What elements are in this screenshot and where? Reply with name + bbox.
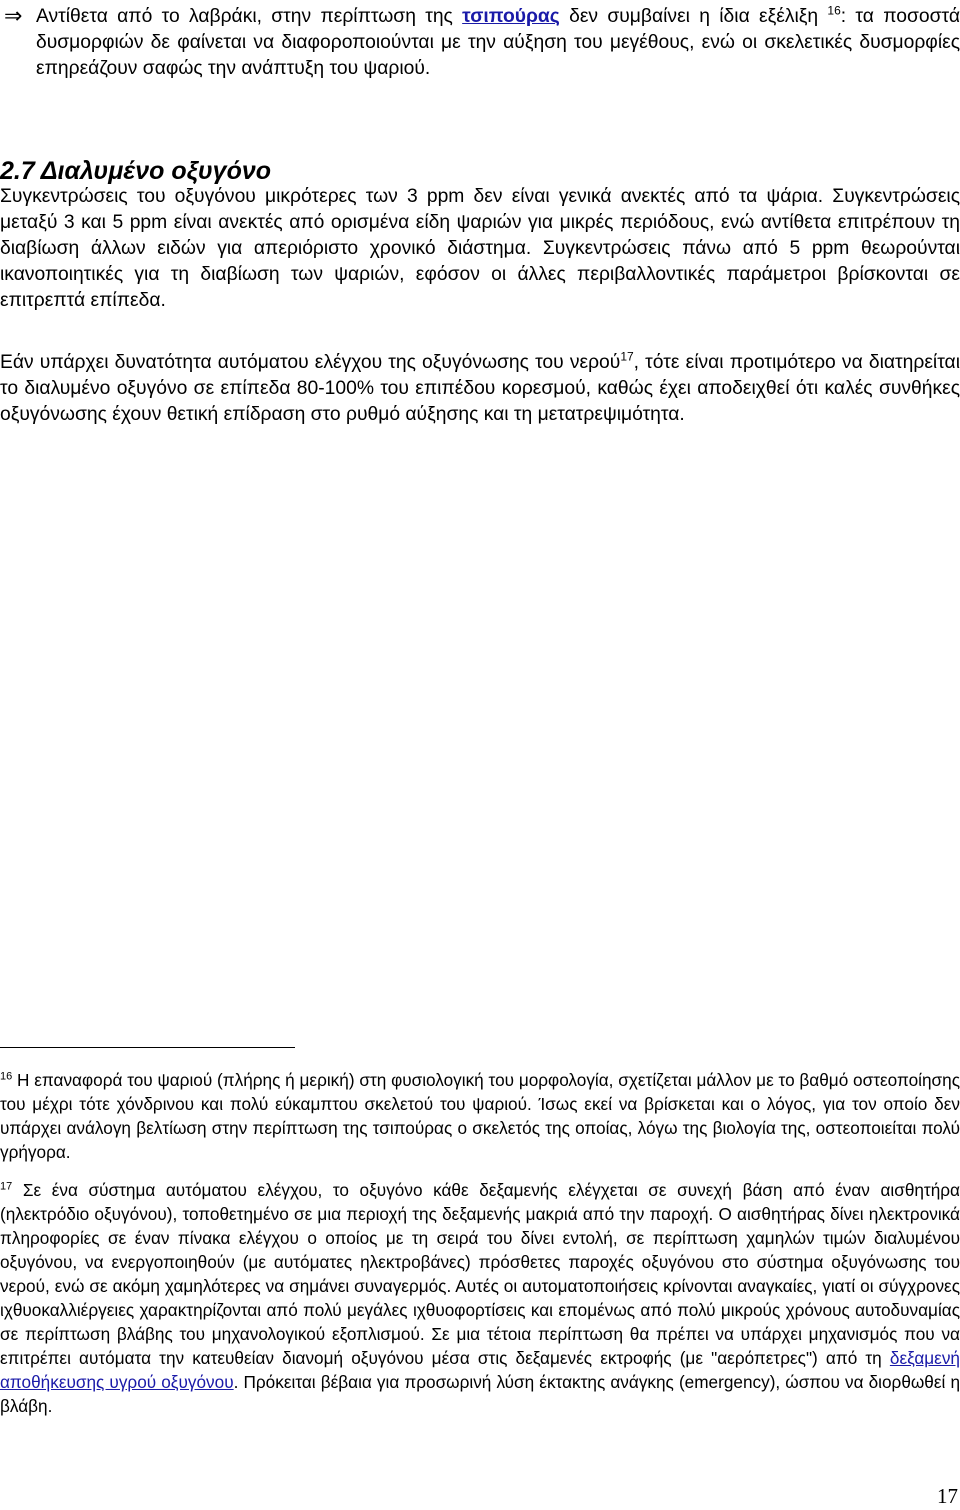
oxygen-tank-link[interactable]: δεξαμενή αποθήκευσης υγρού οξυγόνου [0, 1348, 960, 1392]
footnote-ref-16[interactable]: 16 [827, 3, 841, 18]
footnote-16: $^{16}$ Η επαναφορά του ψαριού (πλήρης ή μερική) στη φυσιολογική του μορφολογία, σχετίζεται μάλλον με το βαθμό οστεοποίησης του μέχρι τότε χόνδρινου και πολύ εύκαμπτου σκελετού του ψαριού. Ίσως εκεί να βρίσκεται και ο λόγος, για τον οποίο δεν υπάρχει ανάλογη βελτίωση στην περίπτωση της τσιπούρας ο σκελετός της οποίας, λόγω της βιολογία της, οστεοποιείται πολύ γρήγορα. [0, 1070, 960, 1162]
section-paragraph-1: Συγκεντρώσεις του οξυγόνου μικρότερες των 3 ppm δεν είναι γενικά ανεκτές από τα ψάρια. Συγκεντρώσεις μεταξύ 3 και 5 ppm είναι ανεκτές από ορισμένα είδη ψαριών για μικρές περιόδους, ενώ αντίθετα επιτρέπουν τη διαβίωση άλλων ειδών για απεριόριστο χρονικό διάστημα. Συγκεντρώσεις πάνω από 5 ppm θεωρούνται ικανοποιητικές για τη διαβίωση των ψαριών, εφόσον οι άλλες περιβαλλοντικές παράμετροι βρίσκονται σε επιτρεπτά επίπεδα. [0, 186, 960, 311]
footnote-number: 17 [0, 1180, 13, 1193]
footnote-number: 16 [0, 1070, 13, 1083]
footnote-ref-17[interactable]: 17 [620, 349, 634, 364]
footnote-separator [0, 1047, 295, 1048]
page-number: 17 [937, 1484, 958, 1508]
section-title: 2.7 Διαλυμένο οξυγόνο [0, 157, 272, 185]
bullet-text: Αντίθετα από το λαβράκι, στην περίπτωση της τσιπούρας δεν συμβαίνει η ίδια εξέλιξη $^{16}$: τα ποσοστά δυσμορφιών δε φαίνεται να διαφοροποιούνται με την αύξηση του μεγέθους, ενώ οι σκελετικές δυσμορφίες επηρεάζουν σαφώς την ανάπτυξη του ψαριού. [36, 3, 960, 79]
tsipoura-link[interactable]: τσιπούρας [462, 6, 560, 27]
section-paragraph-2: Εάν υπάρχει δυνατότητα αυτόματου ελέγχου της οξυγόνωσης του νερού$^{17}$, τότε είναι προτιμότερο να διατηρείται το διαλυμένο οξυγόνο σε επίπεδα 80-100% του επιπέδου κορεσμού, καθώς έχει αποδειχθεί ότι καλές συνθήκες οξυγόνωσης έχουν θετική επίδραση στο ρυθμό αύξησης και τη μετατρεψιμότητα. [0, 349, 960, 425]
footnote-17: $^{17}$ Σε ένα σύστημα αυτόματου ελέγχου, το οξυγόνο κάθε δεξαμενής ελέγχεται σε συνεχή βάση από έναν αισθητήρα (ηλεκτρόδιο οξυγόνου), τοποθετημένο σε μια περιοχή της δεξαμενής μακριά από την παροχή. Ο αισθητήρας δίνει ηλεκτρονικά πληροφορίες σε έναν πίνακα ελέγχου ο οποίος με τη σειρά του δίνει εντολή, σε περίπτωση χαμηλών τιμών διαλυμένου οξυγόνου, να ενεργοποιηθούν (με αυτόματες ηλεκτροβάνες) πρόσθετες παροχές οξυγόνου στο σύστημα οξυγόνωσης του νερού, ενώ σε ακόμη χαμηλότερες να σημάνει συναγερμός. Αυτές οι αυτοματοποιήσεις κρίνονται αναγκαίες, γιατί οι σύγχρονες ιχθυοκαλλιέργειες χαρακτηρίζονται από πολύ μεγάλες ιχθυοφορτίσεις και επομένως από πολύ μικρούς χρόνους αυτοδυναμίας σε περίπτωση βλάβης του μηχανολογικού εξοπλισμού. Σε μια τέτοια περίπτωση θα πρέπει να υπάρχει μηχανισμός που να επιτρέπει αυτόματα την κατευθείαν διανομή οξυγόνου μέσα στις δεξαμενές εκτροφής (με "αερόπετρες") από τη δεξαμενή αποθήκευσης υγρού οξυγόνου. Πρόκειται βέβαια για προσωρινή λύση έκτακτης ανάγκης (emergency), ώσπου να διορθωθεί η βλάβη. [0, 1180, 960, 1416]
arrow-bullet-icon: ⇒ [4, 4, 23, 29]
